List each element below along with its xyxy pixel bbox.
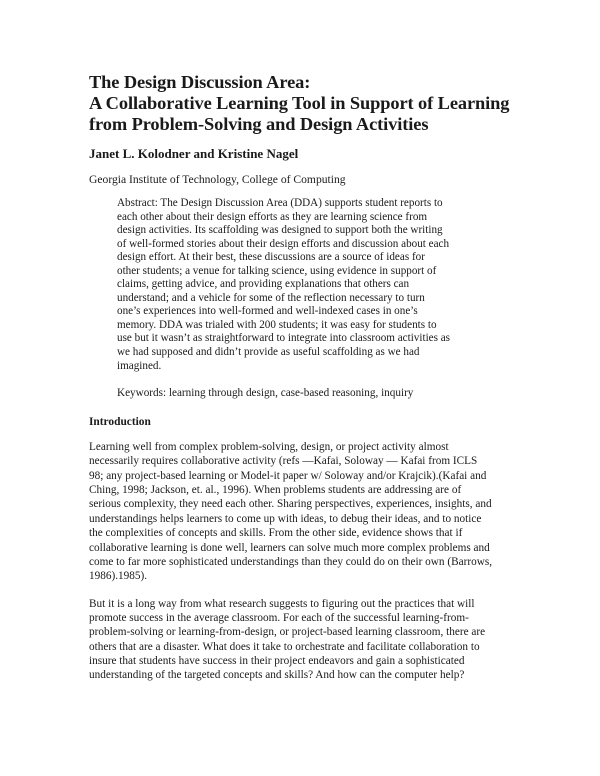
- introduction-heading: Introduction: [89, 416, 151, 429]
- abstract-line: Abstract: The Design Discussion Area (DDA) supports student reports to: [117, 197, 443, 209]
- intro-paragraph-1: [89, 440, 521, 583]
- paragraph-line: understandings helps learners to come up with ideas, to debug their ideas, and to notice: [89, 512, 482, 525]
- abstract-line: understand; and a vehicle for some of the reflection necessary to turn: [117, 291, 425, 304]
- paper-title: [89, 72, 521, 135]
- paragraph-line: promote success in the average classroom. For each of the successful learning-from-: [89, 611, 469, 624]
- paragraph-line: 1986).1985).: [89, 570, 148, 583]
- title-line: The Design Discussion Area:: [89, 72, 311, 92]
- paragraph-line: insure that students have success in their project endeavors and gain a sophisticated: [89, 654, 465, 667]
- paragraph-line: come to far more sophisticated understandings than they could do on their own (Barrows,: [89, 555, 493, 568]
- affiliation: Georgia Institute of Technology, College of Computing: [89, 173, 346, 186]
- abstract-line: each other about their design efforts as they are learning science from: [117, 210, 428, 223]
- abstract-line: of well-formed stories about their design efforts and discussion about each: [117, 237, 450, 250]
- abstract-line: claims, getting advice, and providing explanations that others can: [117, 278, 410, 291]
- paragraph-line: others that are a disaster. What does it take to orchestrate and facilitate collaboration to: [89, 640, 480, 653]
- abstract-line: memory. DDA was trialed with 200 students; it was easy for students to: [117, 318, 437, 331]
- paragraph-line: the complexities of concepts and skills. From the other side, evidence shows that if: [89, 527, 463, 540]
- paragraph-line: serious complexity, they need each other. Sharing perspectives, experiences, insights, and: [89, 498, 492, 511]
- keywords-label: Keywords:: [117, 387, 167, 400]
- paragraph-line: Learning well from complex problem-solving, design, or project activity almost: [89, 441, 449, 454]
- abstract-line: other students; a venue for talking science, using evidence in support of: [117, 264, 437, 277]
- paragraph-line: understanding of the targeted concepts and skills? And how can the computer help?: [89, 669, 465, 682]
- paragraph-line: necessarily requires collaborative activity (refs —Kafai, Soloway — Kafai from ICLS: [89, 455, 478, 468]
- abstract-line: one’s experiences into well-formed and well-indexed cases in one’s: [117, 305, 418, 318]
- intro-paragraph-2: [89, 597, 521, 683]
- abstract-line: we had supposed and didn’t provide as useful scaffolding as we had: [117, 346, 420, 359]
- abstract-line: use but it wasn’t as straightforward to integrate into classroom activities as: [117, 332, 451, 345]
- paragraph-line: problem-solving or learning-from-design, or project-based learning classroom, there are: [89, 626, 486, 639]
- paragraph-line: But it is a long way from what research suggests to figuring out the practices that will: [89, 597, 475, 610]
- keywords-text: learning through design, case-based reasoning, inquiry: [166, 387, 414, 400]
- abstract-line: design activities. Its scaffolding was designed to support both the writing: [117, 224, 443, 237]
- paragraph-line: collaborative learning is done well, learners can solve much more complex problems and: [89, 541, 490, 554]
- abstract-line: imagined.: [117, 359, 162, 372]
- title-line: A Collaborative Learning Tool in Support of Learning: [89, 93, 510, 113]
- authors: Janet L. Kolodner and Kristine Nagel: [89, 146, 299, 161]
- abstract-line: design effort. At their best, these discussions are a source of ideas for: [117, 251, 425, 264]
- abstract: [117, 197, 521, 373]
- title-line: from Problem-Solving and Design Activities: [89, 114, 429, 134]
- keywords: [117, 386, 521, 400]
- paragraph-line: Ching, 1998; Jackson, et. al., 1996). When problems students are addressing are of: [89, 484, 462, 497]
- paper-page: [89, 72, 521, 683]
- paragraph-line: 98; any project-based learning or Model-it paper w/ Soloway and/or Krajcik).(Kafai and: [89, 469, 487, 482]
